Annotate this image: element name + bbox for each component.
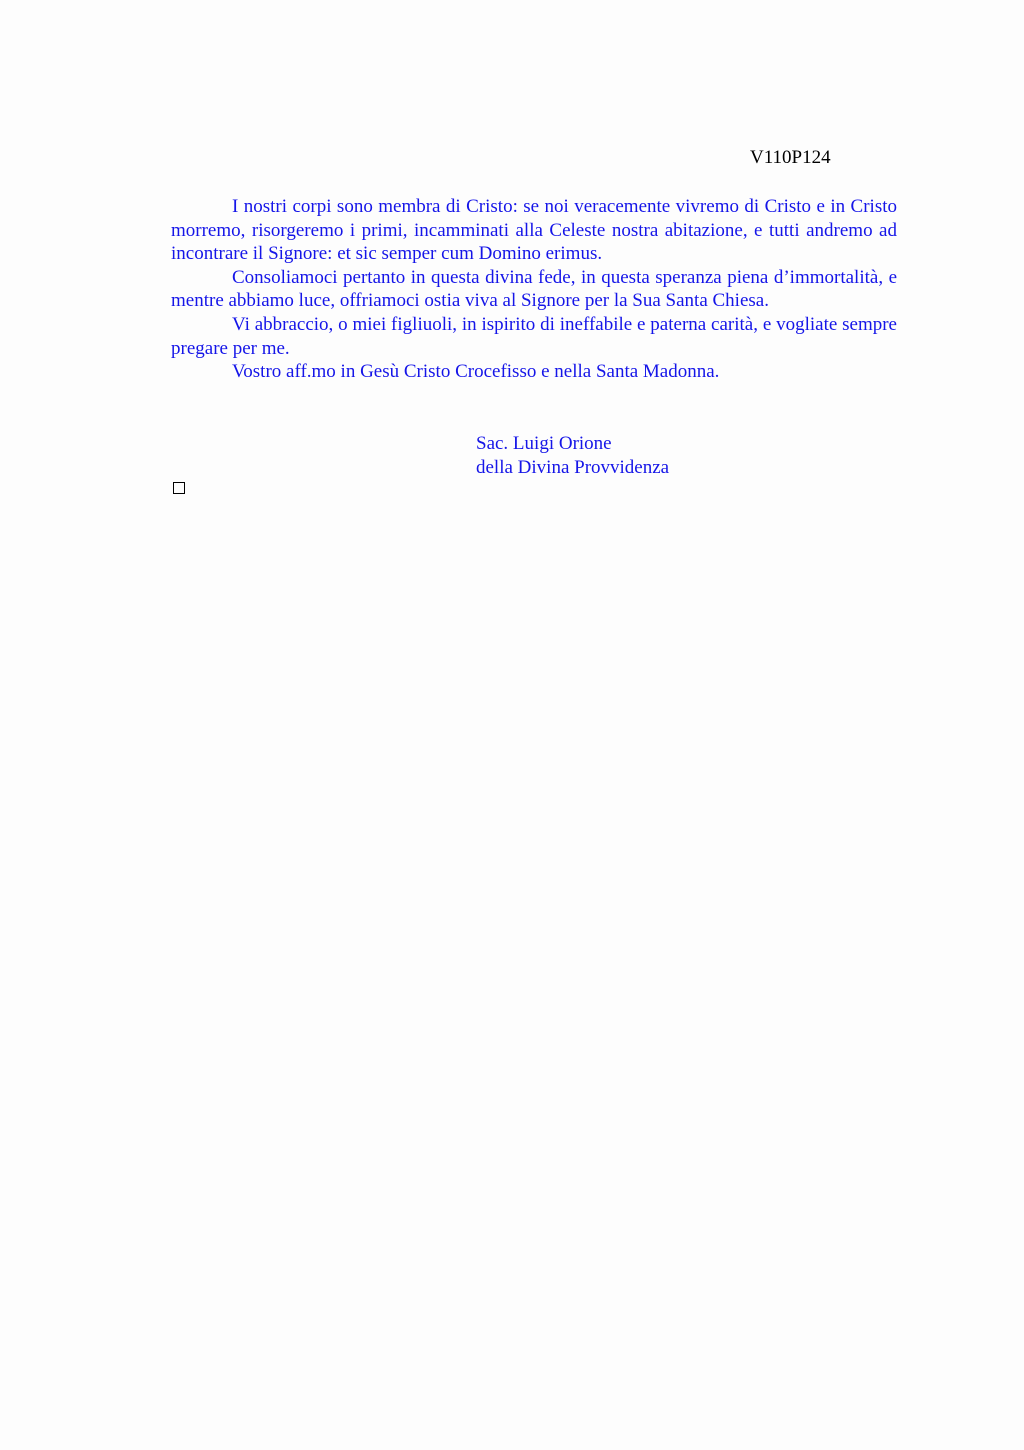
page-code: V110P124 xyxy=(750,147,831,168)
closing-line: Vostro aff.mo in Gesù Cristo Crocefisso e nella Santa Madonna. xyxy=(232,361,720,383)
paragraph: I nostri corpi sono membra di Cristo: se noi veracemente vivremo di Cristo e in Cristo morremo, risorgeremo i primi, incamminati alla Celeste nostra abitazione, e tutti andremo ad incontrare il Signore: et sic semper cum Domino erimus. xyxy=(171,196,897,265)
paragraph: Consoliamoci pertanto in questa divina fede, in questa speranza piena d’immortalità, e mentre abbiamo luce, offriamoci ostia viva al Signore per la Sua Santa Chiesa. xyxy=(171,266,897,312)
signature-block xyxy=(476,432,669,480)
empty-square-icon xyxy=(173,482,185,494)
signature-name: Sac. Luigi Orione xyxy=(476,433,612,454)
letter-body xyxy=(171,195,897,384)
paragraph: Vi abbraccio, o miei figliuoli, in ispirito di ineffabile e paterna carità, e vogliate sempre pregare per me. xyxy=(171,313,897,359)
signature-title: della Divina Provvidenza xyxy=(476,457,670,478)
